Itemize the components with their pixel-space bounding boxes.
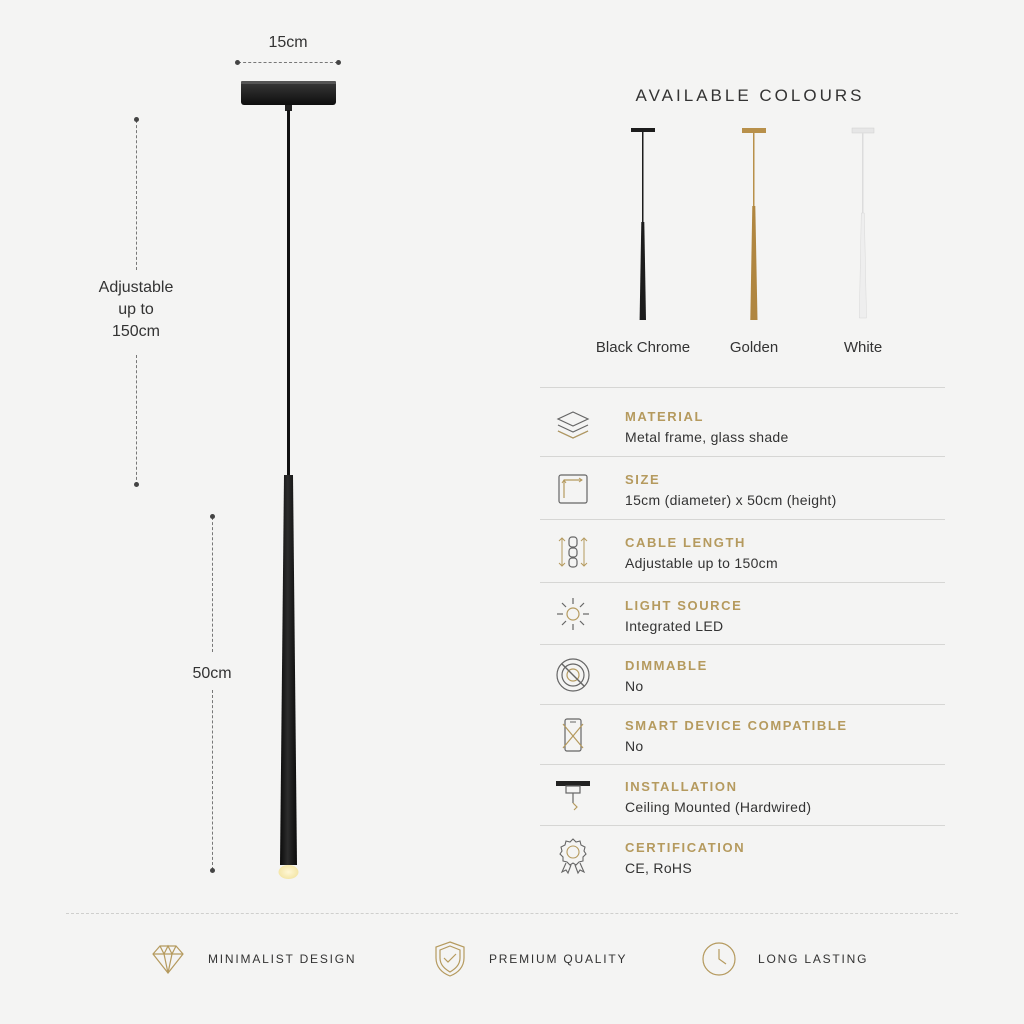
no-phone-icon bbox=[554, 716, 592, 754]
spec-row-size bbox=[540, 456, 945, 520]
colours-title: AVAILABLE COLOURS bbox=[635, 86, 865, 105]
spec-title: SMART DEVICE COMPATIBLE bbox=[625, 718, 848, 733]
colour-swatch-black-chrome[interactable] bbox=[583, 126, 703, 331]
height-label: 50cm bbox=[192, 665, 232, 682]
black-lamp-thumbnail bbox=[583, 126, 703, 326]
spec-row-dimmable bbox=[540, 644, 945, 705]
ceiling-mount-icon bbox=[554, 777, 592, 815]
dimension-dot bbox=[235, 60, 240, 65]
rosette-badge-icon bbox=[554, 837, 592, 875]
feature-premium-quality bbox=[433, 938, 653, 982]
no-dimmer-icon bbox=[554, 656, 592, 694]
dimension-dot bbox=[210, 514, 215, 519]
spec-value: CE, RoHS bbox=[625, 860, 692, 876]
colour-name-black-chrome: Black Chrome bbox=[595, 339, 691, 356]
spec-value: No bbox=[625, 738, 644, 754]
sun-icon bbox=[554, 595, 592, 633]
cable-chain-icon bbox=[554, 533, 592, 571]
spec-title: SIZE bbox=[625, 472, 661, 487]
dimension-dot bbox=[134, 117, 139, 122]
white-lamp-thumbnail bbox=[803, 126, 923, 326]
feature-label: PREMIUM QUALITY bbox=[489, 952, 628, 966]
spec-title: CABLE LENGTH bbox=[625, 535, 747, 550]
spec-title: CERTIFICATION bbox=[625, 840, 746, 855]
colour-swatch-white[interactable] bbox=[803, 126, 923, 331]
spec-title: DIMMABLE bbox=[625, 658, 708, 673]
cable-dimension-line bbox=[136, 120, 137, 270]
diameter-label: 15cm bbox=[268, 34, 308, 51]
height-dimension-line bbox=[212, 517, 213, 652]
golden-lamp-thumbnail bbox=[694, 126, 814, 326]
spec-value: Adjustable up to 150cm bbox=[625, 555, 778, 571]
cable-label-line: 150cm bbox=[111, 323, 161, 340]
dimension-dot bbox=[134, 482, 139, 487]
spec-row-material bbox=[540, 387, 945, 457]
shield-check-icon bbox=[433, 940, 467, 978]
clock-icon bbox=[700, 940, 738, 978]
spec-title: LIGHT SOURCE bbox=[625, 598, 743, 613]
feature-long-lasting bbox=[700, 938, 900, 982]
feature-minimalist-design bbox=[150, 938, 370, 982]
footer-divider bbox=[66, 913, 958, 914]
cable-label-line: up to bbox=[118, 301, 154, 318]
spec-row-cable-length bbox=[540, 519, 945, 583]
layers-icon bbox=[554, 407, 592, 445]
spec-value: Integrated LED bbox=[625, 618, 724, 634]
spec-row-certification bbox=[540, 825, 945, 886]
spec-value: No bbox=[625, 678, 644, 694]
feature-label: MINIMALIST DESIGN bbox=[208, 952, 357, 966]
spec-value: Metal frame, glass shade bbox=[625, 429, 789, 445]
cable-dimension-line bbox=[136, 355, 137, 485]
spec-title: INSTALLATION bbox=[625, 779, 738, 794]
spec-row-installation bbox=[540, 764, 945, 826]
height-dimension-line bbox=[212, 690, 213, 870]
colour-name-white: White bbox=[843, 339, 883, 356]
spec-row-light-source bbox=[540, 582, 945, 645]
dimension-dot bbox=[210, 868, 215, 873]
spec-value: Ceiling Mounted (Hardwired) bbox=[625, 799, 812, 815]
spec-value: 15cm (diameter) x 50cm (height) bbox=[625, 492, 837, 508]
diamond-icon bbox=[150, 941, 186, 977]
colour-swatch-golden[interactable] bbox=[694, 126, 814, 331]
feature-label: LONG LASTING bbox=[758, 952, 869, 966]
cable-length-label bbox=[76, 277, 196, 343]
pendant-lamp-illustration bbox=[230, 75, 350, 885]
diameter-dimension-line bbox=[238, 62, 338, 63]
spec-title: MATERIAL bbox=[625, 409, 704, 424]
cable-label-line: Adjustable bbox=[98, 279, 174, 296]
size-frame-icon bbox=[554, 470, 592, 508]
dimension-dot bbox=[336, 60, 341, 65]
colour-name-golden: Golden bbox=[729, 339, 779, 356]
spec-row-smart-device bbox=[540, 704, 945, 765]
